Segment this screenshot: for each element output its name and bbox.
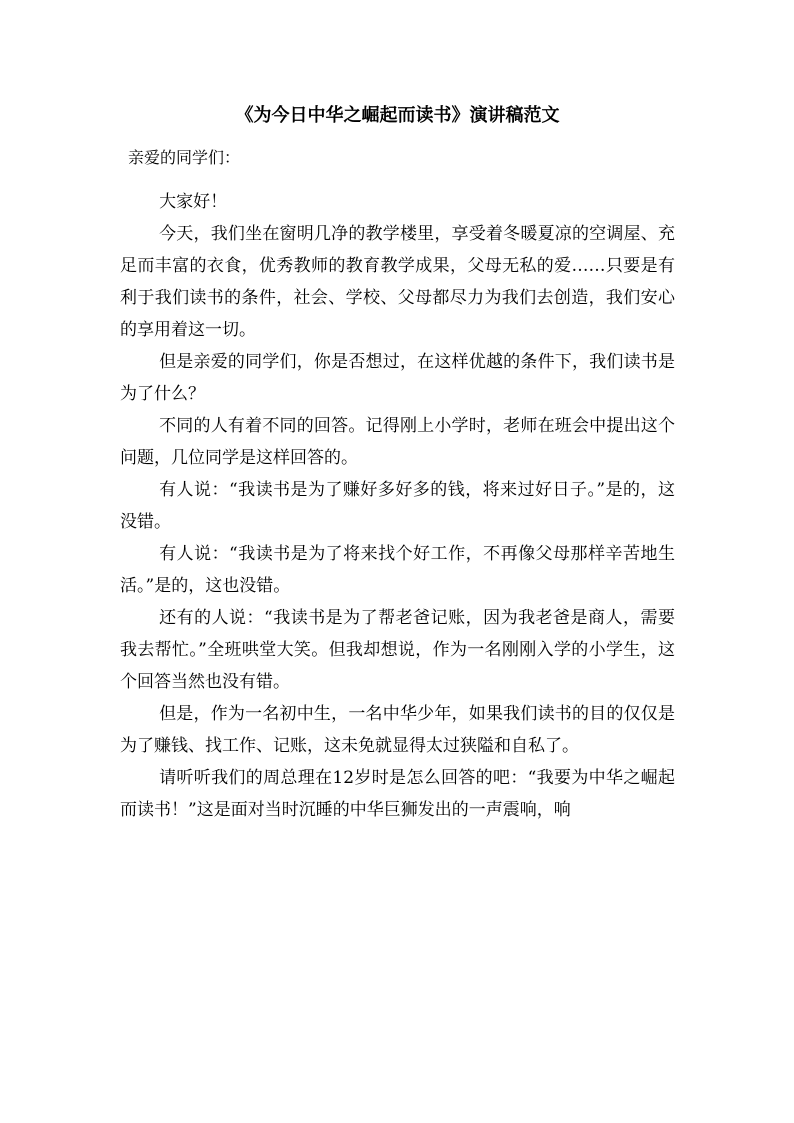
paragraph: 不同的人有着不同的回答。记得刚上小学时，老师在班会中提出这个问题，几位同学是这样回答的。 [120, 416, 675, 468]
document-body [120, 186, 675, 826]
paragraph: 有人说：“我读书是为了将来找个好工作，不再像父母那样辛苦地生活。”是的，这也没错。 [120, 544, 675, 596]
document-title: 《为今日中华之崛起而读书》演讲稿范文 [235, 105, 560, 126]
paragraph: 有人说：“我读书是为了赚好多好多的钱，将来过好日子。”是的，这没错。 [120, 480, 675, 532]
paragraph: 还有的人说：“我读书是为了帮老爸记账，因为我老爸是商人，需要我去帮忙。”全班哄堂大笑。但我却想说，作为一名刚刚入学的小学生，这个回答当然也没有错。 [120, 608, 675, 692]
paragraph: 但是亲爱的同学们，你是否想过，在这样优越的条件下，我们读书是为了什么？ [120, 352, 675, 404]
salutation: 亲爱的同学们： [128, 148, 241, 167]
paragraph: 请听听我们的周总理在12岁时是怎么回答的吧：“我要为中华之崛起而读书！”这是面对当时沉睡的中华巨狮发出的一声震响，响 [120, 768, 675, 820]
paragraph: 今天，我们坐在窗明几净的教学楼里，享受着冬暖夏凉的空调屋、充足而丰富的衣食，优秀教师的教育教学成果，父母无私的爱……只要是有利于我们读书的条件，社会、学校、父母都尽力为我们去创造，我们安心的享用着这一切。 [120, 224, 675, 340]
paragraph: 但是，作为一名初中生，一名中华少年，如果我们读书的目的仅仅是为了赚钱、找工作、记账，这未免就显得太过狭隘和自私了。 [120, 704, 675, 756]
paragraph: 大家好！ [159, 192, 228, 212]
